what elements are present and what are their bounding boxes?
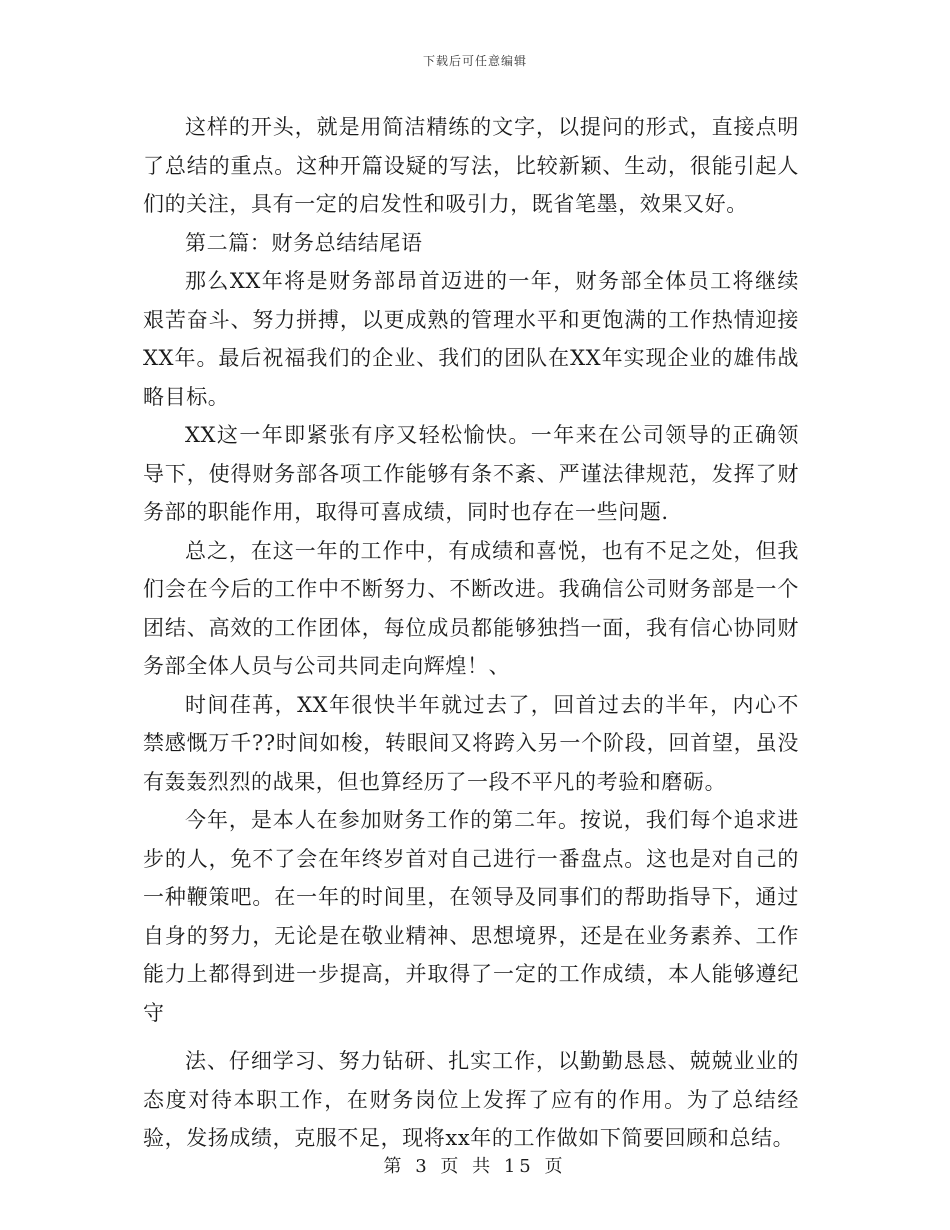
paragraph-outlook: 那么XX年将是财务部昂首迈进的一年，财务部全体员工将继续艰苦奋斗、努力拼搏，以更成熟的管理水平和更饱满的工作热情迎接XX年。最后祝福我们的企业、我们的团队在XX年实现企业的雄伟战略目标。: [143, 269, 799, 409]
paragraph-continued: 法、仔细学习、努力钻研、扎实工作，以勤勤恳恳、兢兢业业的态度对待本职工作，在财务岗位上发挥了应有的作用。为了总结经验，发扬成绩，克服不足，现将xx年的工作做如下简要回顾和总结。: [143, 1049, 799, 1150]
paragraph-half-year: 时间荏苒，XX年很快半年就过去了，回首过去的半年，内心不禁感慨万千??时间如梭，转眼间又将跨入另一个阶段，回首望，虽没有轰轰烈烈的战果，但也算经历了一段不平凡的考验和磨砺。: [143, 692, 799, 794]
paragraph-year-review: XX这一年即紧张有序又轻松愉快。一年来在公司领导的正确领导下，使得财务部各项工作能够有条不紊、严谨法律规范，发挥了财务部的职能作用，取得可喜成绩，同时也存在一些问题.: [143, 423, 799, 524]
page-number: 第 3 页 共 15 页: [383, 1156, 567, 1177]
paragraph-conclusion: 总之，在这一年的工作中，有成绩和喜悦，也有不足之处，但我们会在今后的工作中不断努力、不断改进。我确信公司财务部是一个团结、高效的工作团体，每位成员都能够独挡一面，我有信心协同财务部全体人员与公司共同走向辉煌！、: [143, 538, 799, 678]
header-note: 下载后可任意编辑: [422, 54, 527, 68]
paragraph-opening-summary: 这样的开头，就是用简洁精练的文字，以提问的形式，直接点明了总结的重点。这种开篇设疑的写法，比较新颖、生动，很能引起人们的关注，具有一定的启发性和吸引力，既省笔墨，效果又好。: [143, 115, 799, 216]
document-body: [143, 108, 799, 1158]
section-heading: 第二篇：财务总结结尾语: [185, 230, 423, 255]
paragraph-second-year: 今年，是本人在参加财务工作的第二年。按说，我们每个追求进步的人，免不了会在年终岁首对自己进行一番盘点。这也是对自己的一种鞭策吧。在一年的时间里，在领导及同事们的帮助指导下，通过自身的努力，无论是在敬业精神、思想境界，还是在业务素养、工作能力上都得到进一步提高，并取得了一定的工作成绩，本人能够遵纪守: [143, 808, 799, 1025]
